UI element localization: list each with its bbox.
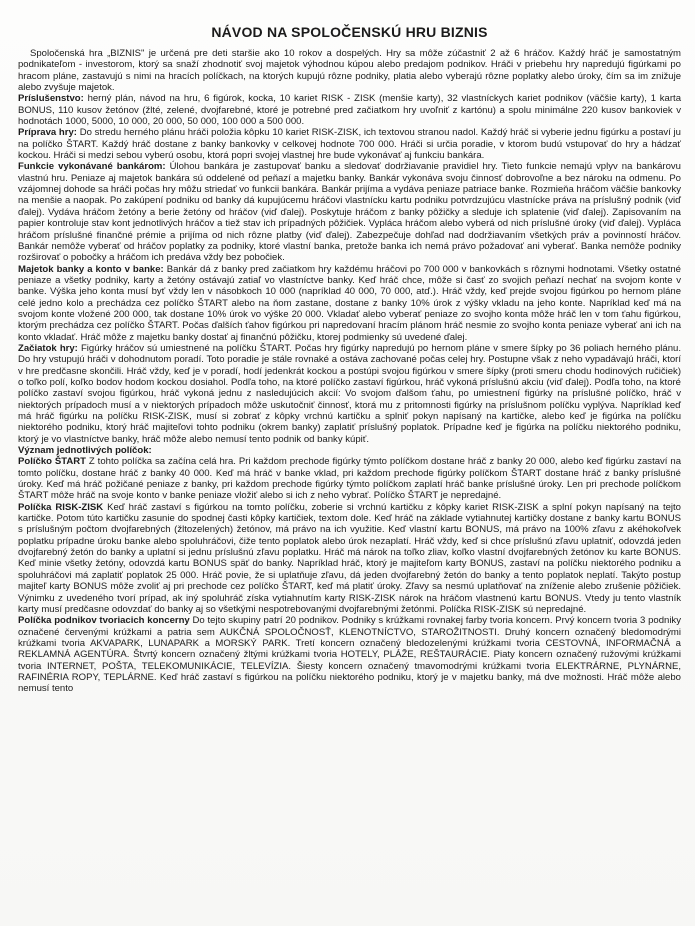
- section-accessories-heading: Príslušenstvo:: [18, 93, 84, 105]
- section-bank-assets: [18, 264, 681, 343]
- section-banker-functions-text: Úlohou bankára je zastupovať banku a sledovať dodržiavanie pravidiel hry. Tieto funkcie nemajú vplyv na bankárovu vlastnú hru. Peniaze aj majetok bankára sú oddelené od peňazí a majetku banky. Bankár vykonáva svoju činnosť dobrovoľne a bez nároku na odmenu. Po vzájomnej dohode sa hráči počas hry môžu striedať vo funkcii bankára. Bankár prijíma a vydáva peniaze patriace banke. Rozmieňa hráčom väčšie bankovky na menšie a naopak. Po zakúpení podniku od banky dá kupujúcemu hráčovi vlastnícku kartu podniku potvrdzujúcu vlastnícke práva na príslušný podnik (viď ďalej). Vydáva hráčom žetóny a berie žetóny od hráčov (viď ďalej). Poskytuje hráčom z banky pôžičky a sleduje ich splatenie (viď ďalej). Zapisovaním na papier kontroluje stav kont jednotlivých hráčov a tiež stav ich prípadných pôžičiek. Vypláca hráčom alebo vyberá od nich príslušné úroky (viď ďalej). Vypláca hráčom príslušné finančné prémie a prijíma od nich rôzne platby (viď ďalej). Zabezpečuje dohľad nad dodržiavaním všetkých práv a povinností hráčov. Bankár nemôže vyberať od hráčov poplatky za podniky, ktoré vlastní banka, pretože banka ich nemá právo požadovať ani vyberať. Banka nemôže podniky rozširovať o pobočky a hráčom ich predáva vždy bez pobočiek.: [18, 161, 681, 264]
- section-risk-zisk-fields: [18, 502, 681, 615]
- page-title: NÁVOD NA SPOLOČENSKÚ HRU BIZNIS: [211, 24, 488, 40]
- section-concern-fields-heading: Políčka podnikov tvoriacich koncerny: [18, 615, 190, 627]
- section-game-start: [18, 343, 681, 445]
- section-bank-assets-text: Bankár dá z banky pred začiatkom hry každému hráčovi po 700 000 v bankovkách s rôznymi hodnotami. Všetky ostatné peniaze a všetky podniky, karty a žetóny ostávajú zatiaľ vo vlastníctve banky. Keď hráč chce, môže si časť zo svojich peňazí nechať na svojom konte v banke. Výška jeho konta musí byť vždy len v násobkoch 10 000 (napríklad 40 000, 70 000, atď.). Hráč vždy, keď prejde svojou figúrkou po hernom pláne celé jedno kolo a prechádza cez políčko ŠTART alebo na ňom zastane, dostane z banky 10% úrok z výšky vkladu na jeho konte. Napríklad keď má na svojom konte vložené 200 000, tak dostane 10% úrok vo výške 20 000. Vkladať alebo vyberať peniaze zo svojho konta môže hráč len v tom ťahu figúrkou, ktorým prechádza cez políčko ŠTART. Počas ďalších ťahov figúrkou pri napredovaní hracím plánom hráč nesmie zo svojho konta peniaze vyberať ani ich na konto vkladať. Hráč môže z majetku banky dostať aj finančnú pôžičku, ktorej podmienky sú uvedené ďalej.: [18, 263, 681, 343]
- section-start-field-text: Z tohto políčka sa začína celá hra. Pri každom prechode figúrky týmto políčkom dostane hráč z banky 20 000, alebo keď figúrku zastaví na tomto políčku, dostane hráč z banky 40 000. Keď má hráč v banke vklad, pri každom prechode figúrky políčkom ŠTART dostane hráč z banky príslušné úroky. Keď má hráč požičané peniaze z banky, pri každom prechode figúrky týmto políčkom zaplatí hráč banke príslušné úroky. Len pri prechode políčkom ŠTART môže hráč na svoje konto v banke peniaze vložiť alebo si ich z neho vybrať. Políčko ŠTART je nepredajné.: [18, 456, 682, 502]
- intro-paragraph: Spoločenská hra „BIZNIS" je určená pre deti staršie ako 10 rokov a dospelých. Hry sa môže zúčastniť 2 až 6 hráčov. Každý hráč je samostatným podnikateľom - investorom, ktorý sa snaží zhodnotiť svoj majetok výhodnou kúpou alebo predajom podnikov. Hráči v priebehu hry napredujú figúrkami po hracom pláne, zastavujú s nimi na hracích políčkach, na ktorých kupujú rôzne podniky, platia alebo vyberajú rôzne poplatky alebo úroky, čím sa im znižuje alebo zvyšuje majetok.: [18, 48, 681, 94]
- section-preparation: [18, 127, 681, 161]
- section-concern-fields-text: Do tejto skupiny patrí 20 podnikov. Podniky s krúžkami rovnakej farby tvoria koncern. Prvý koncern tvoria 3 podniky označené červenými krúžkami a patria sem AUKČNÁ SPOLOČNOSŤ, KLENOTNÍCTVO, STAROŽITNOSTI. Druhý koncern označený bledomodrými krúžkami tvoria AKVAPARK, LUNAPARK a MORSKÝ PARK. Tretí koncern označený bledozelenými krúžkami tvoria CESTOVNÁ, INFORMAČNÁ a REKLAMNÁ AGENTÚRA. Štvrtý koncern označený žltými krúžkami tvoria HOTELY, PLÁŽE, REŠTAURÁCIE. Piaty koncern označený ružovými krúžkami tvoria INTERNET, POŠTA, TELEKOMUNIKÁCIE, TELEVÍZIA. Šiesty koncern označený tmavomodrými krúžkami tvoria ELEKTRÁRNE, PLYNÁRNE, RAFINÉRIA ROPY, TEPLÁRNE. Keď hráč zastaví s figúrkou na políčku niektorého podniku, ktorý je v majetku banky, má dve možnosti. Hráč môže alebo nemusí tento: [18, 615, 681, 695]
- section-bank-assets-heading: Majetok banky a konto v banke:: [18, 263, 164, 275]
- section-concern-fields: [18, 615, 681, 694]
- section-risk-zisk-fields-heading: Políčka RISK-ZISK: [18, 501, 104, 513]
- section-game-start-text: Figúrky hráčov sú umiestnené na políčku ŠTART. Počas hry figúrky napredujú po hernom pláne v smere šípky po 36 poliach herného plánu. Do hry vstupujú hráči v dohodnutom poradí. Toto poradie je stále rovnaké a ostáva zachované počas celej hry. Postupne však z neho vypadávajú hráči, ktorí v hre predčasne skončili. Hráč vždy, keď je v poradí, hodí jedenkrát kockou a postúpi svojou figúrkou v smere šípky (proti smeru chodu hodinových ručičiek) o toľko polí, koľko bodov hodom kockou dosiahol. Podľa toho, na ktoré políčko zastaví figúrkou, hráč vykoná príslušnú akciu (viď ďalej). Podľa toho, na ktoré políčko zastaví svojou figúrkou, hráč vykoná jednu z nasledujúcich akcií: Vo svojom ďalšom ťahu, po umiestnení figúrky na príslušné políčko, hráč v niektorých prípadoch musí a v niektorých prípadoch môže uskutočniť činnosť, ktorá mu z pritomnosti figúrky na príslušnom políčku vyplýva. Napríklad keď má hráč figúrku na políčku RISK-ZISK, musí si zobrať z kôpky vrchnú kartičku a splniť pokyn napísaný na kartičke, alebo keď je figúrka na políčku niektorého podniku, ktorý hráč majiteľovi tohto podniku (okrem banky) zaplatiť príslušný poplatok. Prípadne keď je figúrka na políčku niektorého podniku, ktorý je vo vlastníctve banky, hráč môže alebo nemusí tento podnik od banky kúpiť.: [18, 342, 682, 445]
- section-start-field-heading: Políčko ŠTART: [18, 456, 86, 468]
- section-accessories: [18, 93, 681, 127]
- section-preparation-heading: Príprava hry:: [18, 127, 77, 139]
- section-game-start-heading: Začiatok hry:: [18, 342, 78, 354]
- section-preparation-text: Do stredu herného plánu hráči položia kôpku 10 kariet RISK-ZISK, ich textovou stranou nadol. Každý hráč si vyberie jednu figúrku a postaví ju na políčko ŠTART. Každý hráč dostane z banky bankovky v celkovej hodnote 700 000. Hráči si určia poradie, v ktorom budú vstupovať do hry a hádzať kockou. Hráči si medzi sebou vyberú osobu, ktorá popri svojej vlastnej hre bude vykonávať aj funkciu bankára.: [18, 127, 681, 162]
- section-start-field: [18, 456, 681, 501]
- section-banker-functions-heading: Funkcie vykonávané bankárom:: [18, 161, 166, 173]
- section-accessories-text: herný plán, návod na hru, 6 figúrok, kocka, 10 kariet RISK - ZISK (menšie karty), 32 vlastníckych kariet podnikov (väčšie karty), 1 karta BONUS, 110 kusov žetónov (žlté, zelené, dvojfarebné, ktoré je potrebné pred začiatkom hry uvoľniť z kartónu) a spolu minimálne 220 kusov bankoviek v hodnotách 1000, 5000, 10 000, 20 000, 50 000, 100 000 a 500 000.: [18, 93, 681, 128]
- section-risk-zisk-fields-text: Keď hráč zastaví s figúrkou na tomto políčku, zoberie si vrchnú kartičku z kôpky kariet RISK-ZISK a splní pokyn napísaný na tejto kartičke. Potom túto kartičku zasunie do spodnej časti kôpky kartičiek, textom dole. Keď hráč na základe vytiahnutej kartičky dostane z banky kartu BONUS s príslušným počtom dvojfarebných (žltozelených) žetónov, má právo na ich využitie. Keď vlastní kartu BONUS, má právo na 100% zľavu z akéhokoľvek poplatku prípadne úroku banke alebo spoluhráčovi, čiže tento poplatok alebo úrok nezaplatí. Hráč vždy, keď si chce príslušnú zľavu uplatniť, odovzdá jeden dvojfarebný žetón do banky a uplatní si jednu príslušnú zľavu poplatku. Hráč má nárok na toľko zliav, koľko vlastní dvojfarebných žetónov ku karte BONUS. Keď minie všetky žetóny, odovzdá kartu BONUS späť do banky. Napríklad hráč, ktorý je majiteľom karty BONUS, zastaví na políčku niektorého podniku a spoluhráčovi má zaplatiť poplatok 25 000. Hráč povie, že si uplatňuje zľavu, dá jeden dvojfarebný žetón do banky a tento poplatok neplatí. Takýto postup majiteľ karty BONUS môže zvoliť aj pri prechode cez políčko ŠTART, keď má platiť úroky. Zľavy sa nesmú uplatňovať na zníženie alebo zrušenie pôžičiek. Výnimku z uvedeného tvorí prípad, ak iný spoluhráč získa vytiahnutím karty RISK-ZISK nárok na hráčom vlastnenú kartu BONUS. Vtedy ju tento vlastník karty musí predčasne odovzdať do banky aj so všetkými nespotrebovanými dvojfarebnými žetónmi. Políčka RISK-ZISK sú nepredajné.: [18, 501, 681, 615]
- section-fields-meaning-heading: Význam jednotlivých políčok:: [18, 445, 152, 457]
- section-banker-functions: [18, 161, 681, 263]
